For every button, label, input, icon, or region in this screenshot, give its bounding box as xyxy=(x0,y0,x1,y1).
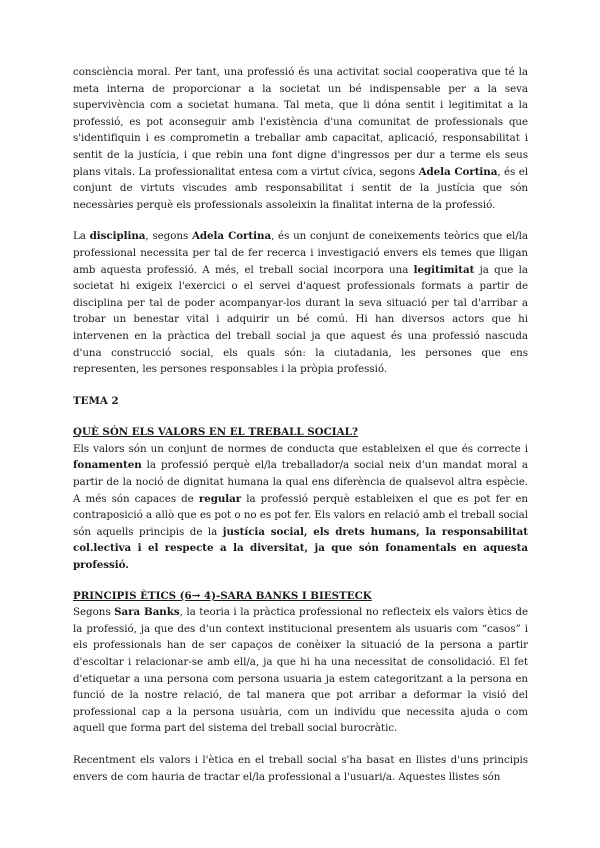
text-run: , la teoria i la pràctica professional no reflecteix els valors ètics de la professió, ja que des d'un context institucional presentem als usuaris com “casos” i els professionals han de ser capaços de conèixer la situació de la persona a partir d'escoltar i relacionar-se amb ell/a, ja que hi ha una necessitat de consolidació. El fet d'etiquetar a una persona com persona usuaria ja estem categoritzant a la persona en funció de la nostre relació, de tal manera que pot arribar a deformar la visió del professional cap a la persona usuària, com un individu que necessita ajuda o com aquell que forma part del sistema del treball social burocràtic. xyxy=(73,606,529,735)
heading-valors: QUÈ SÓN ELS VALORS EN EL TREBALL SOCIAL? xyxy=(73,426,358,439)
section-title-tema: TEMA 2 xyxy=(73,394,119,407)
bold-term: justícia social, els drets humans, la responsabilitat col.lectiva i el respecte a la diversitat, ja que són fonamentals en aquesta professió. xyxy=(73,525,528,572)
bold-term: Adela Cortina xyxy=(191,230,272,243)
text-run: consciència moral. Per tant, una professió és una activitat social cooperativa que té la meta interna de proporcionar a la societat un bé indispensable per a la seva supervivència com a societat humana. Tal meta, que li dóna sentit i legitimitat a la professió, es pot aconseguir amb l'existència d'una comunitat de professionals que s'identifiquin i es comprometin a treballar amb capacitat, aplicació, responsabilitat i sentit de la justícia, i que rebin una font digne d'ingressos per dur a terme els seus plans vitals. La professionalitat entesa com a virtut cívica, segons xyxy=(73,66,528,178)
text-run: la professió perquè estableixen el que es pot fer en contraposició a allò que es pot o no es pot fer. Els valors en relació amb el treball social són aquells principis de la xyxy=(73,492,528,538)
bold-term: Sara Banks xyxy=(114,606,180,619)
bold-term: fonamenten xyxy=(73,459,142,472)
text-run: Els valors són un conjunt de normes de conducta que estableixen el que és correcte i xyxy=(73,442,528,455)
text-run: , és un conjunt de coneixements teòrics que el/la professional necessita per tal de fer recerca i investigació envers els temes que lligan amb aquesta professió. A més, el treball social incorpora una xyxy=(73,230,528,276)
text-run: , segons xyxy=(145,230,192,243)
text-run: La xyxy=(73,230,90,243)
paragraph-valors xyxy=(73,441,528,574)
bold-term: legitimitat xyxy=(413,263,475,276)
paragraph-professionalitat xyxy=(73,64,528,213)
paragraph-recentment: Recentment els valors i l'ètica en el treball social s'ha basat en llistes d'uns principis envers de com hauria de tractar el/la professional a l'usuari/a. Aquestes llistes són xyxy=(73,753,528,783)
paragraph-sara-banks xyxy=(73,604,528,737)
bold-term: Adela Cortina xyxy=(418,165,498,178)
text-run: , és el conjunt de virtuts viscudes amb responsabilitat i sentit de la justícia que són necessàries perquè els professionals assoleixin la finalitat interna de la professió. xyxy=(73,165,529,211)
text-run: Segons xyxy=(73,606,115,619)
paragraph-disciplina xyxy=(73,228,528,377)
heading-principis-etics: PRINCIPIS ÈTICS (6→ 4)-SARA BANKS I BIESTECK xyxy=(73,589,372,602)
text-run: ja que la societat hi exigeix l'exercici o el servei d'aquest professionals formats a partir de disciplina per tal de poder acompanyar-los durant la seva situació per tal d'arribar a trobar un benestar vital i adquirir un bé comú. Hi han diversos actors que hi intervenen en la pràctica del treball social ja que aquest és una professió nascuda d'una construcció social, els quals són: la ciutadania, les persones que ens representen, les persones responsables i la pròpia professió. xyxy=(73,263,528,376)
text-run: la professió perquè el/la treballador/a social neix d'un mandat moral a partir de la noció de dignitat humana la qual ens diferència de qualsevol altra espècie. A més són capaces de xyxy=(73,459,528,505)
bold-term: regular xyxy=(198,492,242,505)
bold-term: disciplina xyxy=(89,230,146,243)
